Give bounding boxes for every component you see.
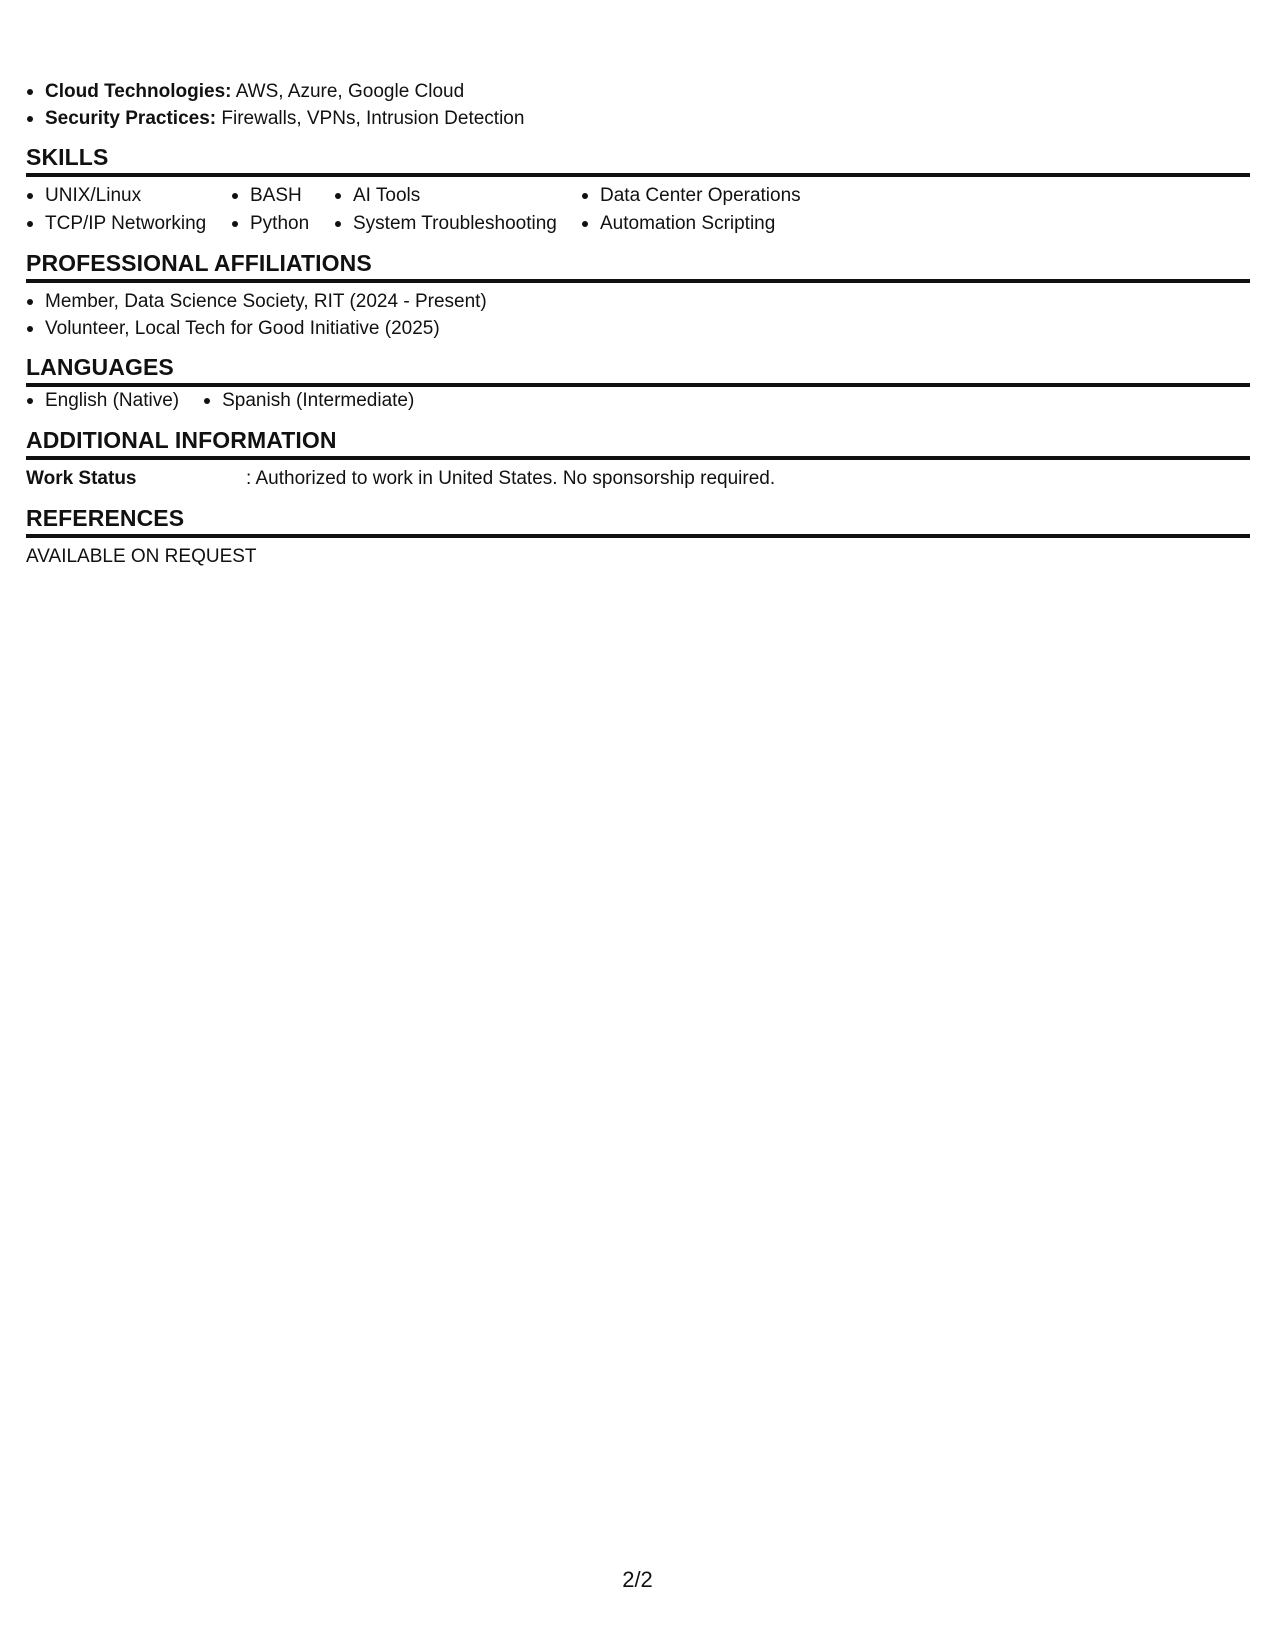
work-status-label: Work Status xyxy=(26,468,137,489)
skill-item: Python xyxy=(231,210,334,238)
affiliations-list xyxy=(26,283,1250,342)
section-heading: REFERENCES xyxy=(26,503,1250,538)
section-heading: PROFESSIONAL AFFILIATIONS xyxy=(26,248,1250,283)
list-item xyxy=(26,105,1250,132)
skill-item: Automation Scripting xyxy=(581,210,841,238)
language-item: Spanish (Intermediate) xyxy=(203,387,414,415)
skills-column xyxy=(334,182,581,238)
skills-grid xyxy=(26,177,1250,238)
skill-item: UNIX/Linux xyxy=(26,182,231,210)
item-label: Cloud Technologies: xyxy=(45,81,232,102)
work-status-value: : Authorized to work in United States. No sponsorship required. xyxy=(246,468,776,489)
work-status-row xyxy=(26,460,1250,493)
resume-page xyxy=(26,78,1250,571)
languages-section xyxy=(26,352,1250,415)
skill-item: Data Center Operations xyxy=(581,182,841,210)
skills-column xyxy=(581,182,841,238)
item-value: AWS, Azure, Google Cloud xyxy=(235,81,465,102)
skills-column xyxy=(26,182,231,238)
skill-item: System Troubleshooting xyxy=(334,210,581,238)
affiliations-section xyxy=(26,248,1250,342)
skill-item: TCP/IP Networking xyxy=(26,210,231,238)
page-number: 2/2 xyxy=(622,1567,653,1592)
item-label: Security Practices: xyxy=(45,108,217,129)
item-value: Firewalls, VPNs, Intrusion Detection xyxy=(221,108,525,129)
skills-column xyxy=(231,182,334,238)
skills-section xyxy=(26,142,1250,238)
list-item xyxy=(26,78,1250,105)
section-heading: LANGUAGES xyxy=(26,352,1250,387)
skill-item: BASH xyxy=(231,182,334,210)
references-text: AVAILABLE ON REQUEST xyxy=(26,546,257,567)
section-heading: SKILLS xyxy=(26,142,1250,177)
language-item: English (Native) xyxy=(26,387,179,415)
list-item: Volunteer, Local Tech for Good Initiative (2025) xyxy=(26,315,1250,342)
list-item: Member, Data Science Society, RIT (2024 - Present) xyxy=(26,288,1250,315)
skill-item: AI Tools xyxy=(334,182,581,210)
additional-info-section xyxy=(26,425,1250,493)
section-heading: ADDITIONAL INFORMATION xyxy=(26,425,1250,460)
technical-list xyxy=(26,78,1250,132)
references-section xyxy=(26,503,1250,571)
languages-list xyxy=(26,387,1250,415)
